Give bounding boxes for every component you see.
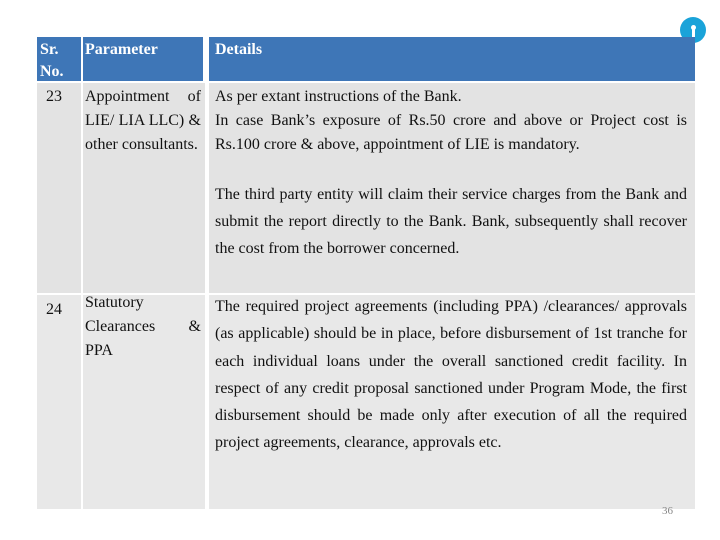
row-23-details-line-3: The third party entity will claim their service charges from the Bank and submit the report directly to the Bank. Bank, subsequently shall recover the cost from the borrower concerned. <box>215 186 687 257</box>
row-24-sr-cell <box>37 295 81 509</box>
page-number: 36 <box>662 505 673 517</box>
header-parameter: Parameter <box>83 37 203 81</box>
row-24-parameter-cell <box>83 295 205 509</box>
row-24-details-cell <box>209 295 695 509</box>
row-23-details-cell <box>209 83 695 293</box>
row-23-details-line-1: As per extant instructions of the Bank. <box>215 88 462 105</box>
row-24-details: The required project agreements (including PPA) /clearances/ approvals (as applicable) should be in place, before disbursement of 1st tranche for each individual loans under the overall sanctioned credit facility. In respect of any credit proposal sanctioned under Program Mode, the first disbursement should be made only after execution of all the required project agreements, clearance, approvals etc. <box>215 298 687 452</box>
header-details: Details <box>209 37 695 81</box>
row-23-sr: 23 <box>46 88 62 105</box>
row-23-parameter-cell <box>83 83 205 293</box>
row-23-details-line-2: In case Bank’s exposure of Rs.50 crore and above or Project cost is Rs.100 crore & above, appointment of LIE is mandatory. <box>215 112 687 153</box>
parameter-table <box>37 37 695 509</box>
row-23-sr-cell <box>37 83 81 293</box>
row-23-parameter: Appointment of LIE/ LIA LLC) & other consultants. <box>85 88 201 153</box>
header-sr-no: Sr. No. <box>37 37 81 81</box>
row-24-parameter: Statutory Clearances & PPA <box>85 294 201 359</box>
row-24-sr: 24 <box>46 301 62 318</box>
